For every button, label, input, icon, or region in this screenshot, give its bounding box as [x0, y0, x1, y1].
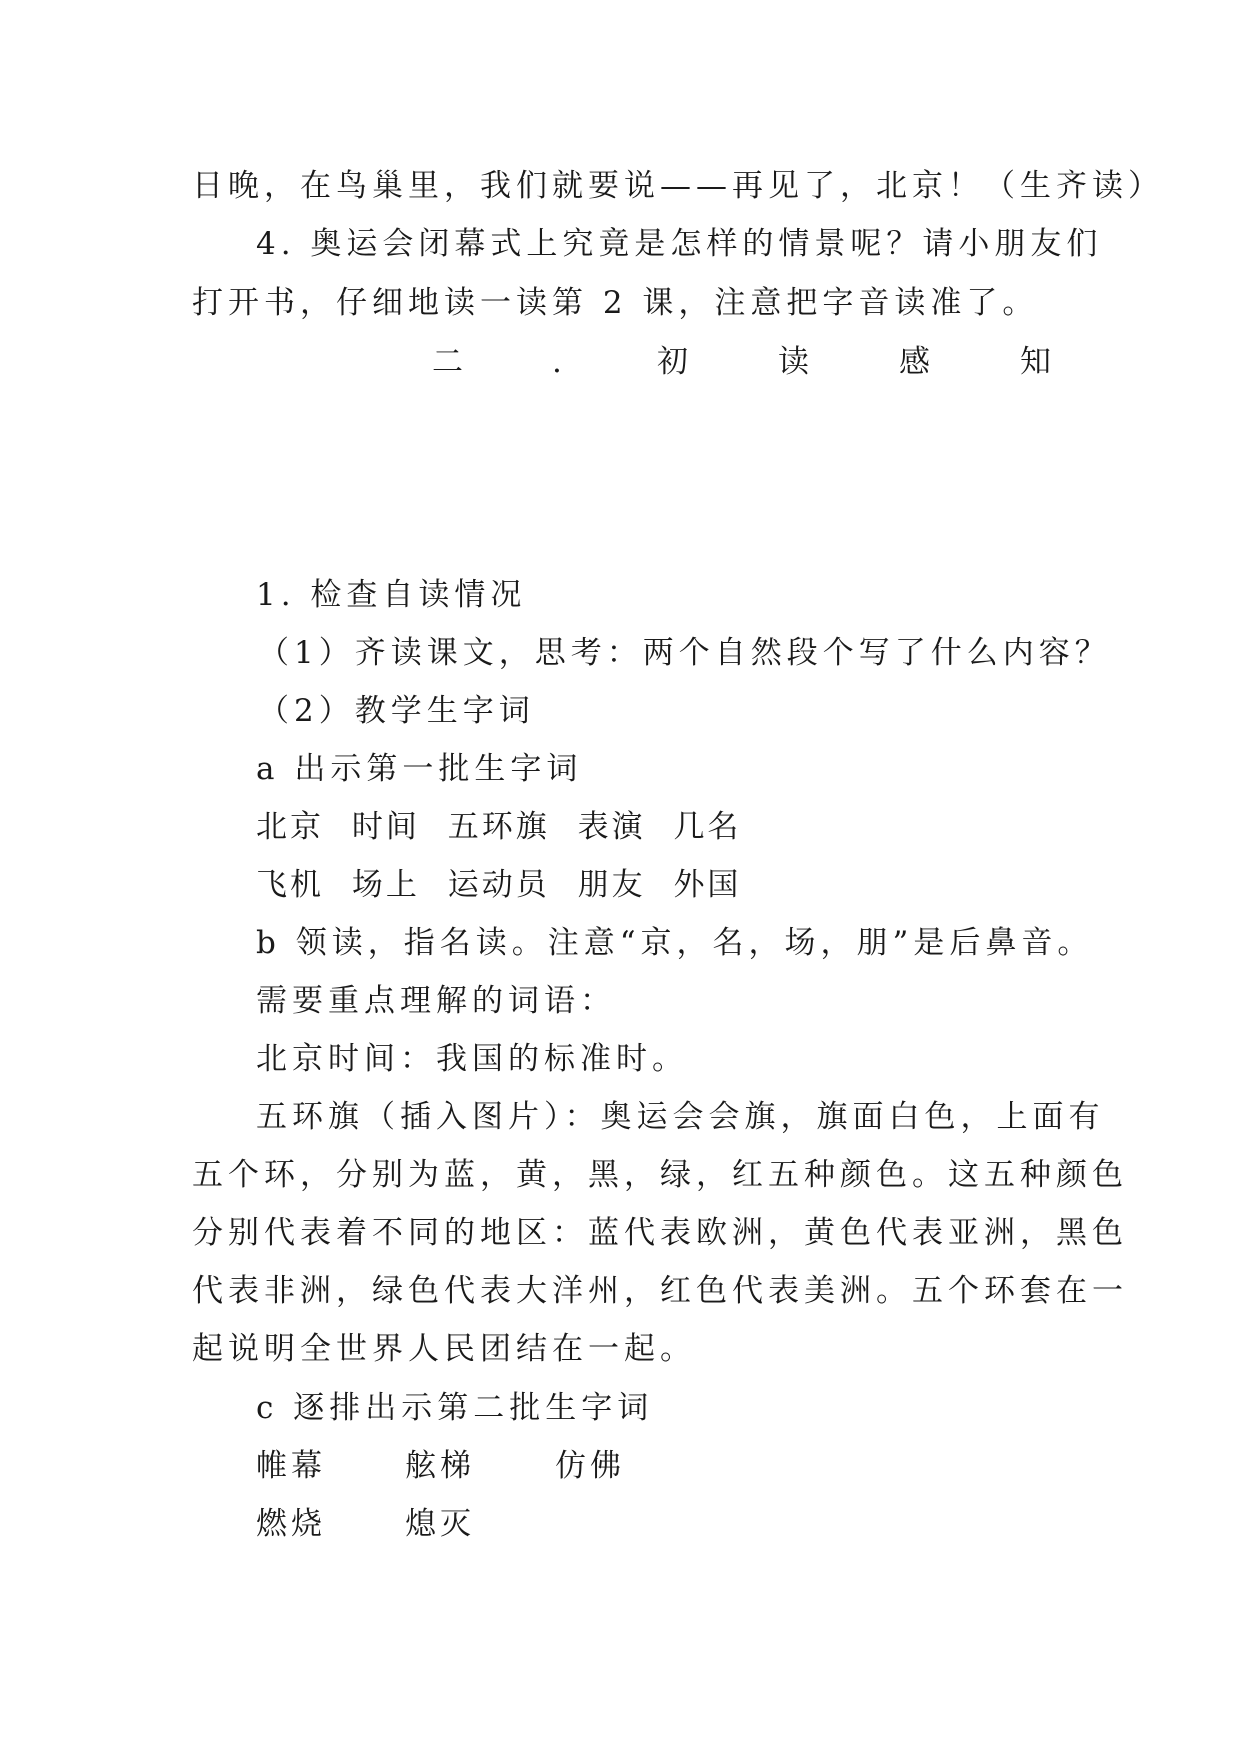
text-line: 打开书，仔细地读一读第 2 课，注意把字音读准了。: [192, 285, 1039, 321]
vocab-word: 五环旗: [447, 809, 550, 845]
heading-char: 初: [657, 344, 688, 380]
text-line: 日晚，在鸟巢里，我们就要说——再见了，北京！（生齐读）: [192, 168, 1164, 204]
word-list-row: [256, 865, 759, 905]
text-line: 起说明全世界人民团结在一起。: [192, 1331, 696, 1367]
vocab-word: 朋友: [577, 867, 646, 903]
vocab-word: 仿佛: [555, 1448, 625, 1484]
heading-char: .: [552, 344, 562, 380]
text-line: c 逐排出示第二批生字词: [256, 1390, 654, 1426]
vocab-word: 几名: [673, 809, 742, 845]
text-line: a 出示第一批生字词: [256, 751, 583, 787]
text-line: 代表非洲，绿色代表大洋州，红色代表美洲。五个环套在一: [192, 1273, 1128, 1309]
vocab-word: 帷幕: [256, 1448, 326, 1484]
text-line: 北京时间：我国的标准时。: [256, 1041, 688, 1077]
text-line: b 领读，指名读。注意“京，名，场，朋”是后鼻音。: [256, 925, 1094, 961]
section-heading: [192, 340, 1052, 384]
text-line: 分别代表着不同的地区：蓝代表欧洲，黄色代表亚洲，黑色: [192, 1215, 1128, 1251]
text-line: 五个环，分别为蓝，黄，黑，绿，红五种颜色。这五种颜色: [192, 1157, 1128, 1193]
vocab-word: 燃烧: [256, 1506, 326, 1542]
text-line: 1. 检查自读情况: [256, 577, 527, 613]
vocab-word: 表演: [577, 809, 646, 845]
vocab-word: 飞机: [256, 867, 324, 903]
vocab-word: 外国: [673, 867, 742, 903]
vocab-word: 北京: [256, 809, 324, 845]
vocab-word: 熄灭: [405, 1506, 475, 1542]
text-line: 4. 奥运会闭幕式上究竟是怎样的情景呢？请小朋友们: [256, 226, 1103, 262]
text-line: （2）教学生字词: [258, 693, 535, 729]
heading-char: 读: [778, 344, 809, 380]
word-list-row: [256, 807, 759, 847]
text-line: 需要重点理解的词语：: [256, 983, 616, 1019]
vocab-word: 舷梯: [405, 1448, 475, 1484]
vocab-word: 运动员: [447, 867, 550, 903]
text-line: （1）齐读课文，思考：两个自然段个写了什么内容？: [258, 635, 1111, 671]
text-line: 五环旗（插入图片）：奥运会会旗，旗面白色，上面有: [256, 1099, 1105, 1135]
vocab-word: 场上: [351, 867, 420, 903]
heading-char: 感: [899, 344, 930, 380]
heading-char: 二: [432, 344, 463, 380]
heading-char: 知: [1020, 344, 1051, 380]
vocab-word: 时间: [351, 809, 420, 845]
